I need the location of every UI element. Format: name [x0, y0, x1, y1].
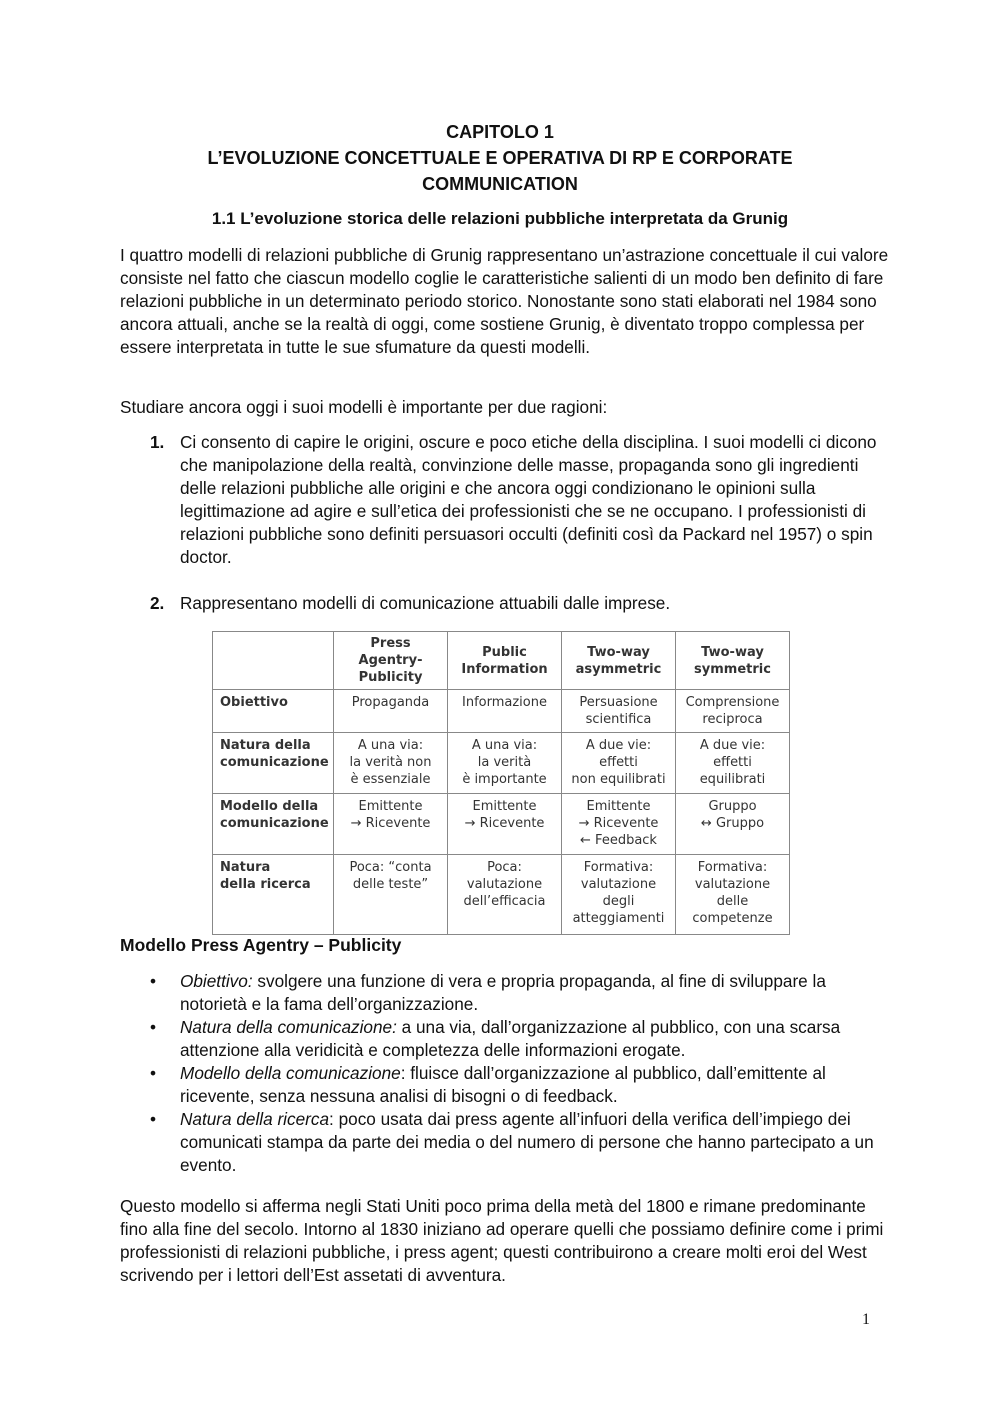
table-cell: Formativa: valutazione delle competenze — [676, 855, 790, 935]
bullet-term: Obiettivo: — [180, 971, 253, 991]
bullet-item — [120, 1016, 890, 1062]
bullet-text: a una via, dall’organizzazione al pubblico, con una scarsa attenzione alla veridicità e completezza delle informazioni erogate. — [180, 1017, 841, 1060]
table-header-cell: Two-way symmetric — [676, 632, 790, 690]
row-label: Natura della comunicazione — [220, 738, 329, 770]
table-cell: Formativa: valutazione degli atteggiamenti — [562, 855, 676, 935]
table-cell: Poca: “conta delle teste” — [334, 855, 448, 935]
table-row-header — [213, 690, 334, 733]
table-row — [213, 794, 790, 855]
table-cell: A due vie: effetti non equilibrati — [562, 733, 676, 794]
bullet-term: Natura della ricerca — [180, 1109, 330, 1129]
list-item — [120, 592, 890, 615]
table-cell: Emittente → Ricevente ← Feedback — [562, 794, 676, 855]
table-header-cell: Press Agentry- Publicity — [334, 632, 448, 690]
table-header-row — [213, 632, 790, 690]
table-corner-cell — [213, 632, 334, 690]
bullet-text: svolgere una funzione di vera e propria propaganda, al fine di sviluppare la notorietà e la fama dell’organizzazione. — [180, 971, 826, 1014]
table-cell: Gruppo ↔ Gruppo — [676, 794, 790, 855]
bullet-item — [120, 1062, 890, 1108]
table-cell: A una via: la verità non è essenziale — [334, 733, 448, 794]
row-label: Modello della comunicazione — [220, 799, 329, 831]
table-cell: Comprensione reciproca — [676, 690, 790, 733]
list-item-text: Rappresentano modelli di comunicazione attuabili dalle imprese. — [180, 593, 671, 613]
list-item — [120, 431, 890, 569]
table-cell: Persuasione scientifica — [562, 690, 676, 733]
row-label: Obiettivo — [220, 695, 288, 710]
bullet-icon: • — [150, 971, 157, 991]
bullet-text: : poco usata dai press agente all’infuori della verifica dell’impiego dei comunicati stampa da parte dei media o del numero di persone che hanno partecipato a un evento. — [180, 1109, 874, 1175]
chapter-title-line-1: L’EVOLUZIONE CONCETTUALE E OPERATIVA DI RP E CORPORATE — [207, 148, 793, 168]
chapter-title — [120, 119, 880, 197]
bullet-icon: • — [150, 1109, 157, 1129]
list-item-text: Ci consento di capire le origini, oscure e poco etiche della disciplina. I suoi modelli ci dicono che manipolazione della realtà, convinzione delle masse, propaganda sono gli ingredienti delle relazioni pubbliche alle origini e che ancora oggi condizionano le opinioni sulla legittimazione ad agire e sull’etica dei professionisti che se ne occupano. I professionisti di relazioni pubbliche sono definiti persuasori occulti (definiti così da Packard nel 1957) o spin doctor. — [180, 432, 877, 567]
chapter-number: CAPITOLO 1 — [446, 122, 554, 142]
list-number: 2. — [150, 593, 165, 613]
table-row-header — [213, 855, 334, 935]
chapter-title-line-2: COMMUNICATION — [422, 174, 578, 194]
table-header-cell: Public Information — [448, 632, 562, 690]
table-cell: A una via: la verità è importante — [448, 733, 562, 794]
table-cell: Emittente → Ricevente — [334, 794, 448, 855]
table-row-header — [213, 733, 334, 794]
table-cell: Propaganda — [334, 690, 448, 733]
closing-paragraph: Questo modello si afferma negli Stati Uniti poco prima della metà del 1800 e rimane predominante fino alla fine del secolo. Intorno al 1830 iniziano ad operare quelli che possiamo definire come i primi professionisti di relazioni pubbliche, i press agent; questi contribuirono a creare molti eroi del West scrivendo per i lettori dell’Est assetati di avventura. — [120, 1196, 884, 1285]
reasons-list — [120, 431, 890, 615]
table-header-cell: Two-way asymmetric — [562, 632, 676, 690]
intro-paragraph: I quattro modelli di relazioni pubbliche di Grunig rappresentano un’astrazione concettuale il cui valore consiste nel fatto che ciascun modello coglie le caratteristiche salienti di un modo ben definito di fare relazioni pubbliche in un determinato periodo storico. Nonostante sono stati elaborati nel 1984 sono ancora attuali, anche se la realtà di oggi, come sostiene Grunig, è diventato troppo complessa per essere interpretata in tutte le sue sfumature da questi modelli. — [120, 245, 889, 357]
table-row-header — [213, 794, 334, 855]
list-number: 1. — [150, 432, 165, 452]
grunig-models-table — [212, 631, 790, 935]
table-row — [213, 733, 790, 794]
bullet-icon: • — [150, 1017, 157, 1037]
bullet-item — [120, 970, 890, 1016]
press-agentry-heading: Modello Press Agentry – Publicity — [120, 935, 402, 955]
bullet-item — [120, 1108, 890, 1177]
reasons-lead: Studiare ancora oggi i suoi modelli è importante per due ragioni: — [120, 397, 608, 417]
press-agentry-bullets — [120, 970, 890, 1177]
table-row — [213, 855, 790, 935]
page-number: 1 — [862, 1311, 870, 1328]
table-cell: A due vie: effetti equilibrati — [676, 733, 790, 794]
section-heading: 1.1 L’evoluzione storica delle relazioni pubbliche interpretata da Grunig — [211, 209, 789, 228]
bullet-icon: • — [150, 1063, 157, 1083]
row-label: Natura della ricerca — [220, 860, 311, 892]
table-cell: Emittente → Ricevente — [448, 794, 562, 855]
table-cell: Poca: valutazione dell’efficacia — [448, 855, 562, 935]
table-cell: Informazione — [448, 690, 562, 733]
bullet-term: Modello della comunicazione — [180, 1063, 401, 1083]
bullet-term: Natura della comunicazione: — [180, 1017, 397, 1037]
bullet-text: : fluisce dall’organizzazione al pubblico, dall’emittente al ricevente, senza nessuna analisi di bisogni o di feedback. — [180, 1063, 826, 1106]
table-row — [213, 690, 790, 733]
